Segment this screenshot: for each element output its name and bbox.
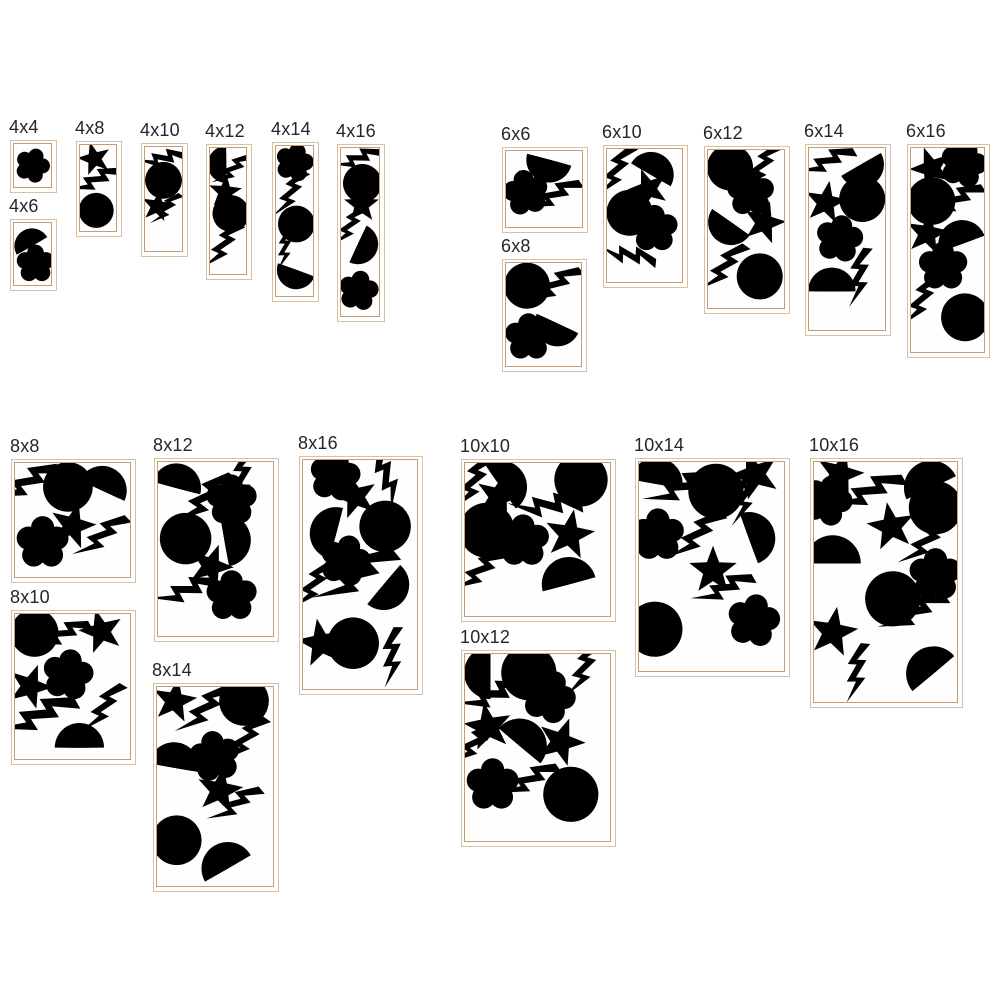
rainbow-doodle-icon — [813, 535, 861, 563]
size-label: 8x14 — [152, 660, 192, 680]
size-panel-8x14 — [152, 660, 279, 892]
size-panel-4x12 — [205, 121, 252, 280]
pattern-art — [505, 150, 583, 228]
pattern-art — [638, 461, 785, 672]
pattern-frame — [461, 650, 616, 847]
size-label: 6x12 — [703, 123, 743, 143]
rainbow-doodle-icon — [275, 263, 314, 294]
flower-doodle-icon — [340, 267, 380, 312]
pattern-art — [707, 149, 785, 309]
pattern-art — [275, 145, 314, 297]
pattern-art — [808, 147, 886, 331]
pattern-frame — [10, 140, 57, 193]
flower-doodle-icon — [919, 241, 967, 288]
pattern-art — [505, 262, 582, 367]
size-label: 6x8 — [501, 236, 531, 256]
rainbow-doodle-icon — [220, 510, 255, 567]
size-label: 4x10 — [140, 120, 180, 140]
pattern-art — [13, 143, 52, 188]
size-panel-6x14 — [804, 121, 891, 336]
pattern-art — [464, 653, 611, 842]
size-label: 10x12 — [460, 627, 511, 647]
face-doodle-icon — [212, 686, 274, 733]
face-doodle-icon — [79, 187, 117, 232]
pattern-frame — [11, 610, 136, 765]
bolt-doodle-icon — [302, 556, 338, 616]
pattern-frame — [10, 219, 57, 291]
size-panel-10x14 — [634, 435, 790, 677]
pattern-art — [340, 147, 380, 317]
pattern-art — [79, 144, 117, 232]
pattern-art — [14, 613, 131, 760]
pattern-art — [910, 147, 985, 353]
face-doodle-icon — [728, 245, 785, 308]
size-panel-10x12 — [460, 627, 616, 847]
pattern-art — [209, 147, 247, 275]
size-label: 8x16 — [298, 433, 338, 453]
size-panel-6x12 — [703, 123, 790, 314]
pattern-frame — [805, 144, 891, 336]
size-panel-6x8 — [501, 236, 587, 372]
rainbow-doodle-icon — [536, 551, 596, 591]
size-label: 4x12 — [205, 121, 245, 141]
flower-doodle-icon — [13, 143, 52, 186]
size-panel-10x16 — [809, 435, 963, 708]
size-panel-4x10 — [140, 120, 188, 257]
pattern-art — [606, 148, 683, 283]
rainbow-doodle-icon — [895, 635, 954, 691]
size-panel-8x16 — [298, 433, 423, 695]
pattern-art — [157, 461, 274, 637]
star-doodle-icon — [813, 603, 861, 658]
size-panel-6x6 — [501, 124, 588, 233]
star-doodle-icon — [74, 613, 127, 655]
size-label: 10x14 — [634, 435, 685, 455]
size-panel-4x4 — [9, 117, 57, 193]
size-label: 4x6 — [9, 196, 39, 216]
pattern-frame — [502, 147, 588, 233]
flower-doodle-icon — [186, 727, 244, 784]
rainbow-doodle-icon — [55, 723, 104, 748]
size-panel-4x6 — [9, 196, 57, 291]
size-panel-8x12 — [153, 435, 279, 642]
face-doodle-icon — [933, 286, 985, 350]
size-label: 4x16 — [336, 121, 376, 141]
size-panel-6x10 — [602, 122, 688, 288]
size-label: 8x8 — [10, 436, 40, 456]
pattern-art — [14, 462, 131, 578]
size-label: 8x12 — [153, 435, 193, 455]
star-doodle-icon — [156, 686, 200, 723]
pattern-frame — [502, 259, 587, 372]
size-panel-4x14 — [271, 119, 319, 302]
pattern-frame — [299, 456, 423, 695]
pattern-frame — [603, 145, 688, 288]
size-label: 6x14 — [804, 121, 844, 141]
pattern-art — [813, 461, 958, 703]
size-panel-10x10 — [460, 436, 616, 622]
pattern-art — [156, 686, 274, 887]
pattern-frame — [11, 459, 136, 583]
size-label: 8x10 — [10, 587, 50, 607]
pattern-frame — [154, 458, 279, 642]
size-panel-8x8 — [10, 436, 136, 583]
pattern-frame — [141, 143, 188, 257]
pattern-frame — [810, 458, 963, 708]
size-label: 10x16 — [809, 435, 860, 455]
size-label: 6x6 — [501, 124, 531, 144]
star-doodle-icon — [542, 505, 599, 560]
flower-doodle-icon — [724, 590, 784, 649]
size-label: 6x16 — [906, 121, 946, 141]
pattern-frame — [153, 683, 279, 892]
pattern-frame — [76, 141, 122, 237]
size-panel-8x10 — [10, 587, 136, 765]
pattern-art — [144, 146, 183, 252]
pattern-art — [13, 222, 52, 286]
pattern-frame — [461, 459, 616, 622]
size-panel-4x16 — [336, 121, 385, 322]
rainbow-doodle-icon — [157, 461, 207, 494]
rainbow-doodle-icon — [349, 226, 380, 271]
pattern-art — [464, 462, 611, 617]
pattern-frame — [907, 144, 990, 358]
pattern-frame — [337, 144, 385, 322]
size-label: 4x14 — [271, 119, 311, 139]
pattern-frame — [272, 142, 319, 302]
flower-doodle-icon — [467, 758, 519, 808]
pattern-frame — [206, 144, 252, 280]
size-label: 4x4 — [9, 117, 39, 137]
face-doodle-icon — [322, 612, 385, 675]
face-doodle-icon — [156, 810, 207, 871]
size-label: 4x8 — [75, 118, 105, 138]
pattern-frame — [635, 458, 790, 677]
size-label: 6x10 — [602, 122, 642, 142]
face-doodle-icon — [638, 599, 685, 659]
flower-doodle-icon — [39, 645, 97, 702]
rainbow-doodle-icon — [740, 505, 783, 564]
rainbow-doodle-icon — [808, 268, 856, 292]
size-panel-6x16 — [906, 121, 990, 358]
size-panel-4x8 — [75, 118, 122, 237]
pattern-frame — [704, 146, 790, 314]
pattern-art — [302, 459, 418, 690]
size-label: 10x10 — [460, 436, 511, 456]
